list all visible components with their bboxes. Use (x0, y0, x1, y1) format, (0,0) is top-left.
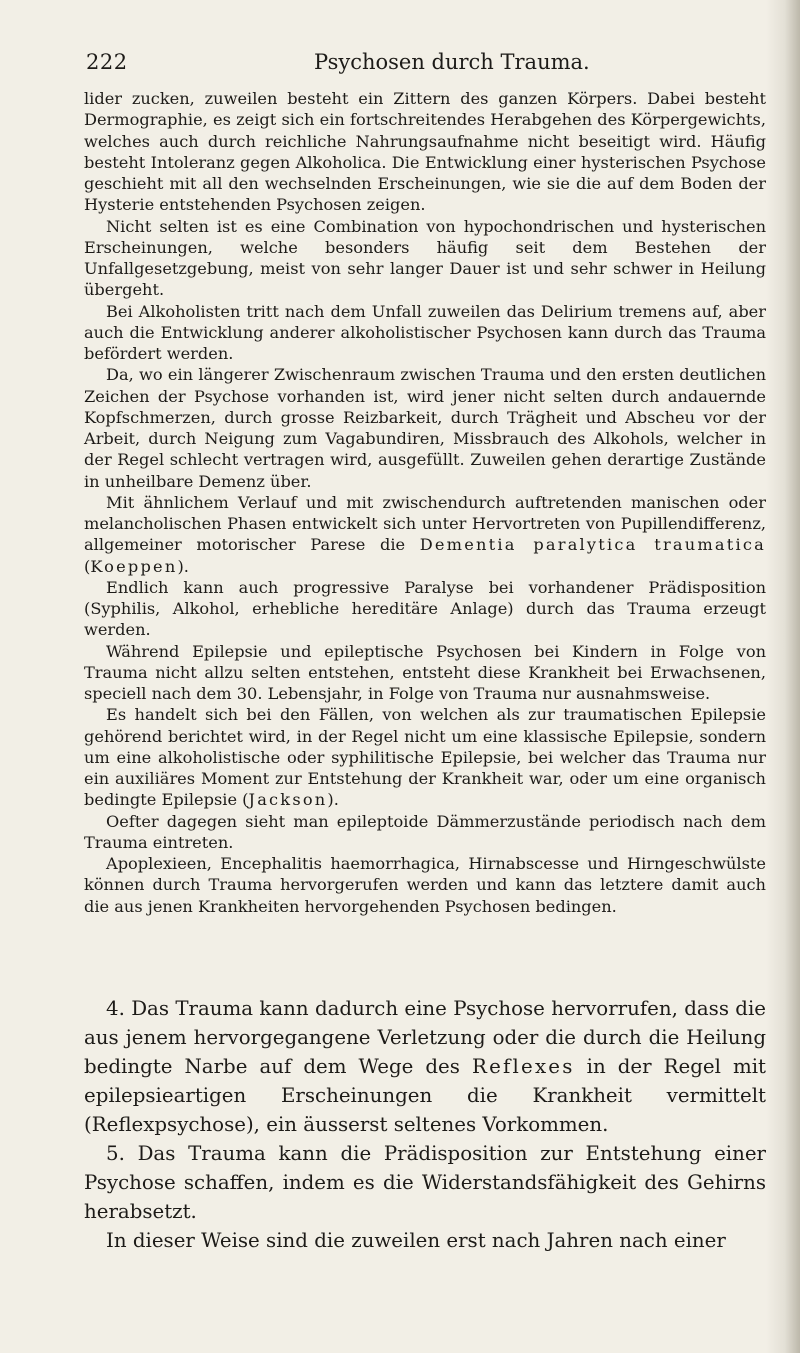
spaced-author: Jackson (248, 790, 328, 810)
paragraph-text: ). (177, 556, 189, 576)
paragraph-text: ( (84, 556, 91, 576)
paragraph: Oefter dagegen sieht man epileptoide Dämmerzustände periodisch nach dem Trauma eintreten. (84, 811, 766, 852)
page-number: 222 (86, 50, 128, 74)
body-text-small (84, 88, 766, 917)
paragraph: Bei Alkoholisten tritt nach dem Unfall zuweilen das Delirium tremens auf, aber auch die Entwicklung anderer alkoholistischer Psychosen kann durch das Trauma befördert werden. (84, 301, 766, 363)
scan-shadow-edge (766, 0, 800, 1353)
paragraph: In dieser Weise sind die zuweilen erst nach Jahren nach einer (106, 1229, 726, 1252)
paragraph: Endlich kann auch progressive Paralyse bei vorhandener Prädisposition (Syphilis, Alkohol, erhebliche hereditäre Anlage) durch das Trauma erzeugt werden. (84, 577, 766, 640)
paragraph-text: 4. Das Trauma kann dadurch eine Psychose hervorrufen, dass die aus jenem hervorgegangene Verletzung oder die durch die Heilung bedingte Narbe auf dem Wege des (84, 997, 766, 1078)
spaced-term: Reflexes (471, 1055, 575, 1078)
body-text-large (84, 994, 766, 1255)
page-header (86, 50, 766, 80)
paragraph: Da, wo ein längerer Zwischenraum zwischen Trauma und den ersten deutlichen Zeichen der Psychose vorhanden ist, wird jener nicht selten durch andauernde Kopfschmerzen, durch grosse Reizbarkeit, durch Trägheit und Abscheu vor der Arbeit, durch Neigung zum Vagabundiren, Missbrauch des Alkohols, welcher in der Regel schlecht vertragen wird, ausgefüllt. Zuweilen gehen derartige Zustände in unheilbare Demenz über. (84, 365, 766, 491)
paragraph: 5. Das Trauma kann die Prädisposition zur Entstehung einer Psychose schaffen, indem es die Widerstandsfähigkeit des Gehirns herabsetzt. (84, 1142, 766, 1223)
running-head: Psychosen durch Trauma. (314, 50, 590, 74)
paragraph (84, 994, 766, 1139)
paragraph: Während Epilepsie und epileptische Psychosen bei Kindern in Folge von Trauma nicht allzu selten entstehen, entsteht diese Krankheit bei Erwachsenen, speciell nach dem 30. Lebensjahr, in Folge von Trauma nur ausnahmsweise. (84, 641, 766, 703)
paragraph-text: Es handelt sich bei den Fällen, von welchen als zur traumatischen Epilepsie gehörend berichtet wird, in der Regel nicht um eine klassische Epilepsie, sondern um eine alkoholistische oder syphilitische Epilepsie, bei welcher das Trauma nur ein auxiliäres Moment zur Entstehung der Krankheit war, oder um eine organisch bedingte Epilepsie ( (84, 705, 766, 810)
paragraph: lider zucken, zuweilen besteht ein Zittern des ganzen Körpers. Dabei besteht Dermographie, es zeigt sich ein fortschreitendes Herabgehen des Körpergewichts, welches auch durch reichliche Nahrungsaufnahme nicht beseitigt wird. Häufig besteht Intoleranz gegen Alkoholica. Die Entwicklung einer hysterischen Psychose geschieht mit all den wechselnden Erscheinungen, wie sie die auf dem Boden der Hysterie entstehenden Psychosen zeigen. (84, 89, 766, 215)
paragraph (84, 492, 766, 577)
spaced-term: Dementia paralytica traumatica (419, 535, 766, 555)
paragraph-text: in der Regel mit epilepsieartigen Erscheinungen die Krankheit vermittelt (Reflexpsychose), ein äusserst seltenes Vorkommen. (84, 1055, 767, 1136)
paragraph-text: ). (327, 790, 339, 810)
paragraph: Apoplexieen, Encephalitis haemorrhagica, Hirnabscesse und Hirngeschwülste können durch Trauma hervorgerufen werden und kann das letztere damit auch die aus jenen Krankheiten hervorgehenden Psychosen bedingen. (84, 854, 766, 916)
paragraph (84, 704, 766, 810)
paragraph: Nicht selten ist es eine Combination von hypochondrischen und hysterischen Erscheinungen, welche besonders häufig seit dem Bestehen der Unfallgesetzgebung, meist von sehr langer Dauer ist und sehr schwer in Heilung übergeht. (84, 216, 766, 300)
spaced-author: Koeppen (90, 556, 178, 576)
paragraph-text: Mit ähnlichem Verlauf und mit zwischendurch auftretenden manischen oder melancholischen Phasen entwickelt sich unter Hervortreten von Pupillendifferenz, allgemeiner motorischer Parese die (84, 492, 766, 555)
